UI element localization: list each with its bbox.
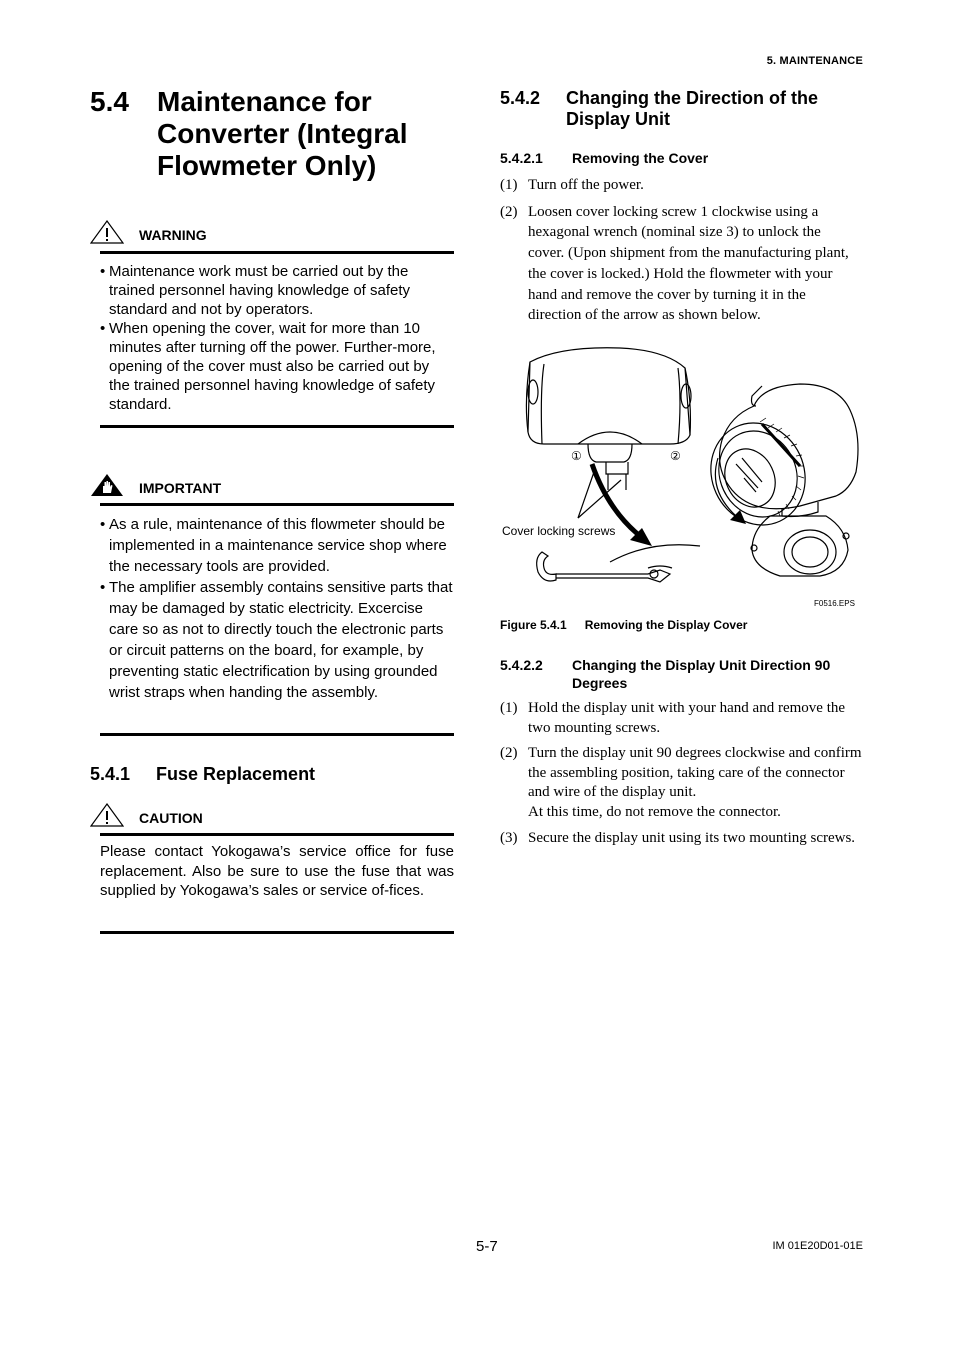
step-text: Secure the display unit using its two mounting screws.: [528, 829, 856, 846]
rotate-steps: [500, 699, 862, 854]
important-bottom-rule: [100, 733, 454, 736]
step: [500, 744, 862, 822]
step-text: Loosen cover locking screw 1 clockwise using a hexagonal wrench (nominal size 3) to unlock the cover. (Upon shipment from the manufacturing plant, the cover is locked.) Hold the flowmeter with your hand and remove the cover by turning it in the direction of the arrow as shown below.: [528, 203, 849, 324]
important-label: IMPORTANT: [139, 480, 222, 496]
important-hand-icon: [90, 473, 124, 497]
step: [500, 699, 862, 738]
warning-item: • When opening the cover, wait for more than 10 minutes after turning off the power. Further-more, opening of the cover must also be carried out by the trained personnel having knowledge of safety standard.: [100, 319, 454, 414]
figure-caption: [500, 618, 747, 632]
step-note: At this time, do not remove the connector.: [528, 803, 781, 820]
page-number: 5-7: [476, 1238, 498, 1255]
removing-cover-steps: [500, 175, 860, 332]
marker-1: ①: [571, 449, 582, 463]
display-heading-title: Changing the Direction of the Display Unit: [566, 88, 818, 129]
warning-heading: [90, 218, 454, 248]
warning-top-rule: [100, 251, 454, 254]
display-heading: [500, 88, 862, 132]
rotate-heading: [500, 656, 862, 692]
step: [500, 829, 862, 849]
fuse-heading-number: 5.4.1: [90, 764, 131, 784]
warning-list: [100, 262, 454, 414]
step-number: (3): [500, 829, 518, 846]
document-number: IM 01E20D01-01E: [772, 1240, 863, 1252]
fuse-heading: [90, 764, 454, 786]
important-item: • The amplifier assembly contains sensitive parts that may be damaged by static electricity. Excercise care so as not to directly touch the electronic parts or circuit patterns on the board, for example, by preventing static electrification by using grounded wrist straps when handing the assembly.: [100, 577, 454, 703]
step-number: (2): [500, 745, 518, 762]
warning-item: • Maintenance work must be carried out by the trained personnel having knowledge of safety standard and not by operators.: [100, 262, 454, 319]
step-text: Turn the display unit 90 degrees clockwise and confirm the assembling position, taking care of the connector and wire of the display unit.: [528, 745, 862, 801]
caution-top-rule: [100, 833, 454, 836]
warning-bottom-rule: [100, 425, 454, 428]
figure-file-code: F0516.EPS: [814, 599, 855, 608]
removing-cover-number: 5.4.2.1: [500, 150, 543, 166]
step-number: (1): [500, 177, 518, 193]
removing-cover-title: Removing the Cover: [572, 150, 709, 166]
important-list: [100, 514, 454, 703]
marker-2: ②: [670, 449, 681, 463]
step: [500, 202, 860, 326]
removing-cover-heading: [500, 149, 862, 167]
rotate-heading-number: 5.4.2.2: [500, 657, 543, 673]
caution-label: CAUTION: [139, 810, 203, 826]
caution-icon: [90, 803, 124, 827]
step-text: Turn off the power.: [528, 177, 644, 193]
figure-callout: Cover locking screws: [502, 524, 616, 538]
running-head: 5. MAINTENANCE: [766, 55, 863, 67]
fuse-heading-title: Fuse Replacement: [156, 764, 316, 784]
figure-caption-text: Removing the Display Cover: [584, 618, 748, 632]
step-text: Hold the display unit with your hand and remove the two mounting screws.: [528, 700, 846, 736]
step: [500, 175, 860, 196]
caution-bottom-rule: [100, 931, 454, 934]
important-heading: [90, 471, 454, 501]
display-cover-figure: [500, 340, 862, 612]
important-top-rule: [100, 503, 454, 506]
step-number: (2): [500, 203, 518, 220]
step-number: (1): [500, 700, 518, 716]
caution-heading: [90, 801, 454, 831]
display-heading-number: 5.4.2: [500, 88, 541, 108]
warning-icon: [90, 220, 124, 244]
rotate-heading-title: Changing the Display Unit Direction 90 Degrees: [572, 657, 831, 691]
warning-label: WARNING: [139, 227, 207, 243]
section-number: 5.4: [90, 86, 129, 117]
important-item: • As a rule, maintenance of this flowmeter should be implemented in a maintenance service shop where the necessary tools are provided.: [100, 514, 454, 577]
caution-text: Please contact Yokogawa’s service office for fuse replacement. Also be sure to use the fuse that was supplied by Yokogawa’s sales or service of-fices.: [100, 843, 454, 899]
figure-number: Figure 5.4.1: [500, 618, 567, 632]
section-title-text: Maintenance for Converter (Integral Flowmeter Only): [157, 86, 408, 181]
